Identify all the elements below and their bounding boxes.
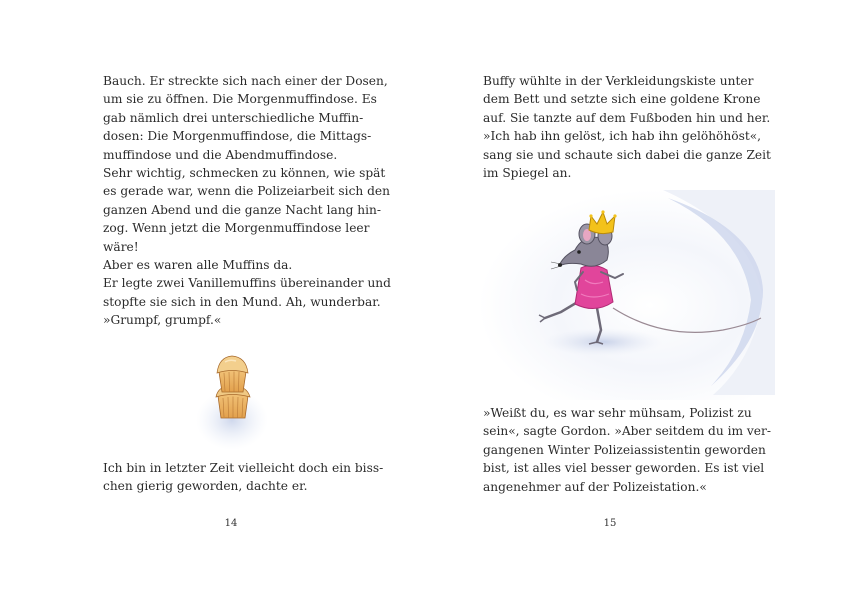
text-line: Ich bin in letzter Zeit vielleicht doch ein biss- [103, 461, 384, 475]
text-line: stopfte sie sich in den Mund. Ah, wunderbar. [103, 294, 381, 309]
text-line: im Spiegel an. [483, 166, 572, 181]
text-line: muffindose und die Abendmuffindose. [103, 147, 338, 162]
text-line: Buffy wühlte in der Verkleidungskiste unter [483, 74, 754, 88]
right-page [421, 0, 843, 612]
text-line: »Weißt du, es war sehr mühsam, Polizist zu [483, 406, 752, 420]
text-line: Aber es waren alle Muffins da. [103, 258, 293, 273]
text-line: Er legte zwei Vanillemuffins übereinander und [103, 276, 391, 291]
text-line: gangenen Winter Polizeiassistentin geworden [483, 442, 766, 457]
right-paragraph-2 [483, 404, 771, 496]
text-line: wäre! [103, 239, 139, 254]
text-line: es gerade war, wenn die Polizeiarbeit sich den [103, 184, 390, 199]
text-line: Sehr wichtig, schmecken zu können, wie spät [103, 166, 386, 181]
text-line: bist, ist alles viel besser geworden. Es ist viel [483, 461, 765, 476]
text-line: um sie zu öffnen. Die Morgenmuffindose. Es [103, 92, 377, 107]
page-number: 14 [224, 518, 238, 529]
text-line: dem Bett und setzte sich eine goldene Krone [483, 92, 761, 107]
text-line: chen gierig geworden, dachte er. [103, 479, 308, 494]
text-line: sein«, sagte Gordon. »Aber seitdem du im ver- [483, 424, 771, 439]
muffins-illustration [192, 340, 272, 452]
text-line: »Ich hab ihn gelöst, ich hab ihn gelöhöhöst«, [483, 129, 762, 144]
text-line: Bauch. Er streckte sich nach einer der Dosen, [103, 74, 388, 88]
text-line: gab nämlich drei unterschiedliche Muffin- [103, 110, 364, 125]
text-line: sang sie und schaute sich dabei die ganze Zeit [483, 147, 771, 162]
text-line: auf. Sie tanzte auf dem Fußboden hin und her. [483, 110, 771, 125]
text-line: ganzen Abend und die ganze Nacht lang hin- [103, 202, 381, 217]
left-page [0, 0, 421, 612]
mouse-illustration [463, 190, 775, 400]
left-paragraph-2 [103, 459, 384, 496]
text-line: dosen: Die Morgenmuffindose, die Mittags- [103, 129, 372, 144]
page-number: 15 [603, 518, 617, 529]
text-line: angenehmer auf der Polizeistation.« [483, 479, 707, 494]
text-line: »Grumpf, grumpf.« [103, 313, 222, 328]
text-line: zog. Wenn jetzt die Morgenmuffindose leer [103, 221, 370, 236]
right-paragraph-1 [483, 72, 771, 182]
left-paragraph-1 [103, 72, 391, 330]
